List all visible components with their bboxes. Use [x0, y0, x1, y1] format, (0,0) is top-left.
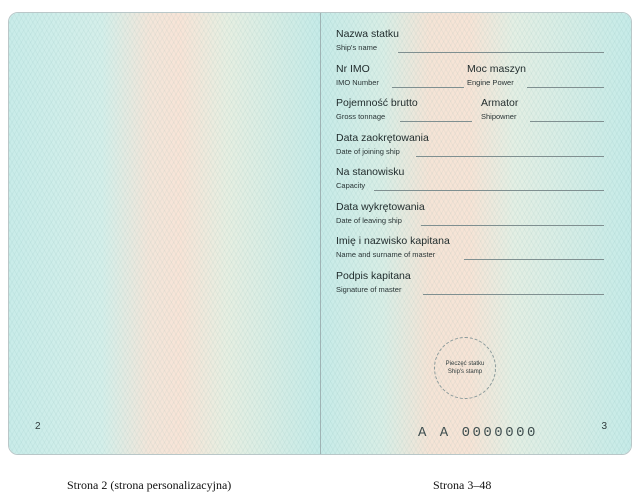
field-label-pl: Moc maszyn — [467, 62, 526, 75]
field-ship-name — [336, 28, 598, 63]
field-label-en: Name and surname of master — [336, 250, 436, 259]
field-date-joining — [336, 132, 598, 167]
left-page — [9, 13, 320, 454]
field-label-en: IMO Number — [336, 77, 379, 87]
field-label-pl: Imię i nazwisko kapitana — [336, 235, 450, 247]
field-date-leaving — [336, 201, 598, 236]
field-line[interactable] — [421, 225, 604, 226]
field-line[interactable] — [416, 156, 604, 157]
field-label-pl: Na stanowisku — [336, 166, 405, 178]
serial-number: A A 0000000 — [418, 425, 538, 441]
field-label-pl: Armator — [481, 97, 519, 109]
field-label-en: Capacity — [336, 181, 366, 190]
field-label-pl: Data zaokrętowania — [336, 131, 429, 144]
field-label-en: Gross tonnage — [336, 112, 386, 121]
field-line[interactable] — [392, 87, 464, 88]
field-label-en: Engine Power — [467, 77, 514, 87]
field-label-pl: Data wykrętowania — [336, 200, 425, 213]
field-label-pl: Nr IMO — [336, 62, 370, 75]
field-master-signature — [336, 270, 598, 305]
field-line[interactable] — [464, 259, 604, 260]
field-imo-engine — [336, 63, 598, 98]
caption-left: Strona 2 (strona personalizacyjna) — [67, 478, 232, 492]
field-line[interactable] — [530, 121, 604, 122]
field-tonnage-owner — [336, 97, 598, 132]
field-label-en: Shipowner — [481, 112, 517, 121]
field-capacity — [336, 166, 598, 201]
caption-right: Strona 3–48 — [433, 478, 492, 492]
page-number-left: 2 — [35, 421, 41, 432]
field-line[interactable] — [423, 294, 604, 295]
field-label-pl: Podpis kapitana — [336, 269, 411, 282]
field-label-pl: Pojemność brutto — [336, 97, 418, 109]
field-label-pl: Nazwa statku — [336, 28, 400, 40]
field-label-en: Date of joining ship — [336, 146, 400, 156]
page-number-right: 3 — [601, 421, 607, 432]
field-master-name — [336, 235, 598, 270]
field-label-en: Signature of master — [336, 284, 402, 294]
ship-stamp-circle[interactable] — [434, 337, 496, 399]
field-line[interactable] — [374, 190, 604, 191]
field-label-en: Ship's name — [336, 43, 378, 52]
stamp-label-pl: Pieczęć statku — [445, 361, 485, 367]
field-line[interactable] — [398, 52, 604, 53]
field-line[interactable] — [527, 87, 604, 88]
form-fields — [336, 28, 598, 304]
stamp-label-en: Ship's stamp — [447, 369, 483, 375]
field-label-en: Date of leaving ship — [336, 215, 402, 225]
field-line[interactable] — [400, 121, 472, 122]
